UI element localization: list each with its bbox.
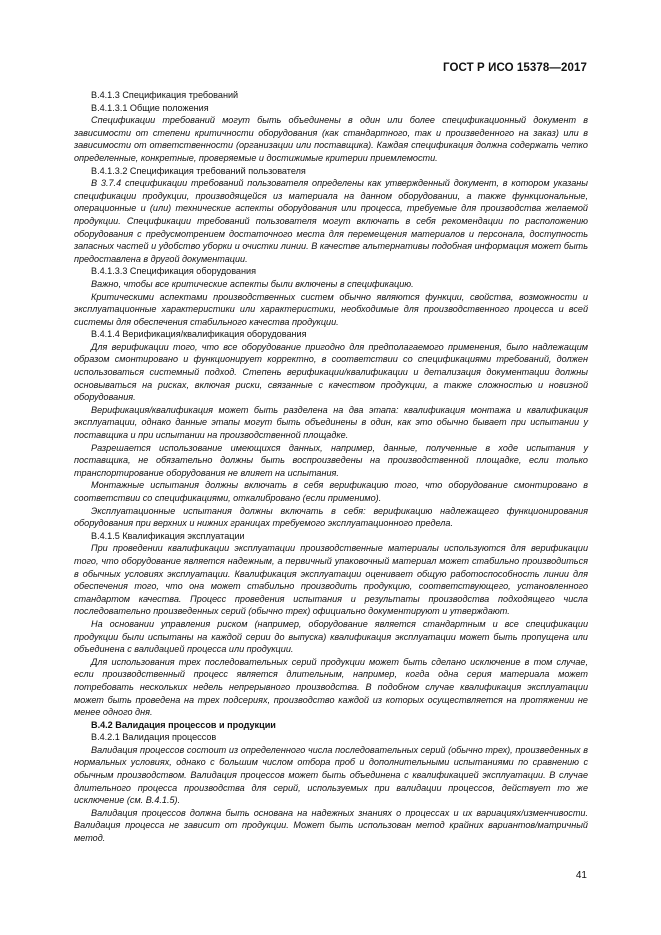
paragraph: При проведении квалификации эксплуатации производственные материалы используются для верификации того, что оборудование является надежным, а первичный упаковочный материал может стабильно производиться в обычных условиях эксплуатации. Квалификация эксплуатации оценивает общую работоспособность линии для обеспечения того, что она может стабильно производить продукцию, соответствующего, установленного стандартом качества. Процесс проведения испытания и результаты производства подходящего числа последовательно произведенных серий (обычно трех) официально документируют и утверждают. (74, 543, 588, 617)
document-header: ГОСТ Р ИСО 15378—2017 (442, 62, 587, 74)
section-heading: B.4.1.4 Верификация/квалификация оборудования (91, 329, 307, 340)
paragraph: Верификация/квалификация может быть разделена на два этапа: квалификация монтажа и квалификация эксплуатации, однако данные этапы могут быть объединены в один, как это обычно бывает при испытании у поставщика и при испытании на производственной площадке. (74, 404, 588, 441)
paragraph: Спецификации требований могут быть объединены в один или более спецификационный документ в зависимости от степени критичности оборудования (как стандартного, так и произведенного на заказ) или в зависимости от ответственности (организации или поставщика). Каждая спецификация должна содержать четко определенные, конкретные, проверяемые и достижимые критерии приемлемости. (74, 115, 588, 163)
subsection-heading: B.4.1.3.3 Спецификация оборудования (91, 266, 257, 277)
paragraph: Валидация процессов должна быть основана на надежных знаниях о процессах и их вариациях/изменчивости. Валидация процесса не зависит от продукции. Может быть использован метод крайних вариантов/матричный метод. (74, 807, 588, 844)
paragraph: Разрешается использование имеющихся данных, например, данные, полученные в ходе испытания у поставщика, не обязательно должны быть воспроизведены на производственной площадке, если только транспортирование оборудования не влияет на испытания. (74, 442, 588, 478)
paragraph: Важно, чтобы все критические аспекты были включены в спецификацию. (91, 278, 414, 289)
subsection-heading: B.4.2.1 Валидация процессов (91, 732, 217, 743)
subsection-heading: B.4.1.3.1 Общие положения (91, 102, 209, 113)
page-body (74, 89, 588, 845)
paragraph: Для использования трех последовательных серий продукции может быть сделано исключение в том случае, если производственный процесс является длительным, например, когда одна серия материала может потребовать нескольких недель непрерывного производства. В подобном случае квалификация эксплуатации может быть проведена на трех подсериях, производство каждой из которых осуществляется на протяжении не менее одного дня. (74, 656, 588, 718)
paragraph: Для верификации того, что все оборудование пригодно для предполагаемого применения, было надлежащим образом смонтировано и функционирует корректно, в соответствии со спецификациями требований, должен использоваться системный подход. Степень верификации/квалификации и детализация документации должны основываться на рисках, включая риски, связанные с качеством продукции, а также сложностью и новизной оборудования. (74, 341, 588, 403)
section-heading: B.4.1.5 Квалификация эксплуатации (91, 530, 245, 541)
page-number: 41 (575, 870, 587, 881)
paragraph: Критическими аспектами производственных систем обычно являются функции, свойства, возможности и эксплуатационные характеристики или характеристики, необходимые для производственного процесса и всей системы для обеспечения стабильного качества продукции. (74, 291, 588, 327)
paragraph: На основании управления риском (например, оборудование является стандартным и все спецификации продукции были испытаны на каждой серии до выпуска) квалификация эксплуатации может быть пропущена или объединена с валидацией процесса или продукции. (74, 618, 588, 655)
paragraph: Монтажные испытания должны включать в себя верификацию того, что оборудование смонтировано в соответствии со спецификациями, откалибровано (если применимо). (74, 480, 588, 503)
paragraph: В 3.7.4 спецификации требований пользователя определены как утвержденный документ, в котором указаны спецификации продукции, производящейся из материала на данном оборудовании, а также функциональные, операционные и (или) технические аспекты оборудования или процесса, требуемые для производства желаемой продукции. Спецификации требований пользователя могут включать в себя рекомендации по расположению оборудования с предусмотрением достаточного места для перемещения материалов и персонала, доступность запасных частей и удобство уборки и очистки линии. В качестве альтернативы подобная информация может быть предоставлена в другой документации. (74, 178, 588, 264)
paragraph: Валидация процессов состоит из определенного числа последовательных серий (обычно трех), произведенных в нормальных условиях, однако с большим числом отбора проб и дополнительными испытаниями по сравнению с обычным производством. Валидация процессов может быть объединена с квалификацией эксплуатации. В случае длительного процесса производства для серий, используемых при валидации процессов, действует то же исключение (см. B.4.1.5). (74, 744, 588, 806)
paragraph: Эксплуатационные испытания должны включать в себя: верификацию надлежащего функционирования оборудования при верхних и нижних границах требуемого эксплуатационного предела. (74, 505, 588, 529)
subsection-heading: B.4.1.3.2 Спецификация требований пользователя (91, 165, 306, 176)
section-heading: B.4.1.3 Спецификация требований (91, 90, 239, 100)
section-heading-bold: B.4.2 Валидация процессов и продукции (91, 719, 276, 730)
